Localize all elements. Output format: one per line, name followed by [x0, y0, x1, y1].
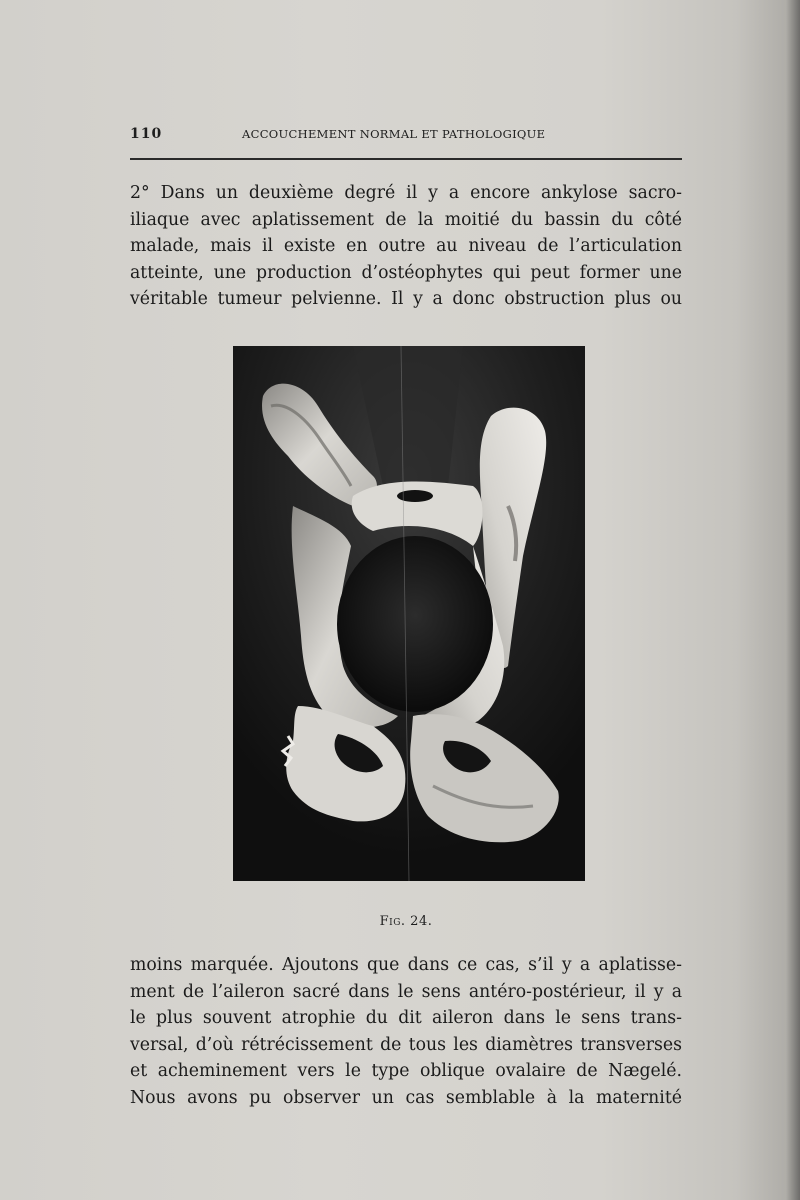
- text-line: ment de l’aileron sacré dans le sens antéro-postérieur, il y a: [130, 981, 682, 1002]
- header-rule: [130, 158, 682, 160]
- figure-caption: [130, 914, 682, 929]
- text-line: moins marquée. Ajoutons que dans ce cas, s’il y a aplatisse-: [130, 955, 682, 975]
- pelvis-photograph: [233, 346, 585, 881]
- running-title: ACCOUCHEMENT NORMAL ET PATHOLOGIQUE: [242, 127, 546, 141]
- text-line: 2° Dans un deuxième degré il y a encore ankylose sacro-: [130, 183, 682, 203]
- page-header: [130, 126, 682, 148]
- text-line: et acheminement vers le type oblique ovalaire de Nægelé.: [130, 1061, 682, 1081]
- page-number: 110: [130, 126, 163, 142]
- pelvis-bone-illustration: [233, 346, 585, 881]
- paragraph-bottom: [130, 952, 682, 1111]
- text-line: iliaque avec aplatissement de la moitié du bassin du côté: [130, 209, 682, 230]
- text-line: malade, mais il existe en outre au niveau de l’articulation: [130, 236, 682, 256]
- text-line: le plus souvent atrophie du dit aileron dans le sens trans-: [130, 1008, 682, 1028]
- figure-caption-text: Fig. 24.: [379, 914, 433, 929]
- paragraph-top: [130, 180, 682, 313]
- text-line: atteinte, une production d’ostéophytes qui peut former une: [130, 262, 682, 283]
- text-line: véritable tumeur pelvienne. Il y a donc obstruction plus ou: [130, 289, 682, 309]
- text-line: versal, d’où rétrécissement de tous les diamètres transverses: [130, 1034, 682, 1055]
- text-line: Nous avons pu observer un cas semblable à la maternité: [130, 1087, 682, 1108]
